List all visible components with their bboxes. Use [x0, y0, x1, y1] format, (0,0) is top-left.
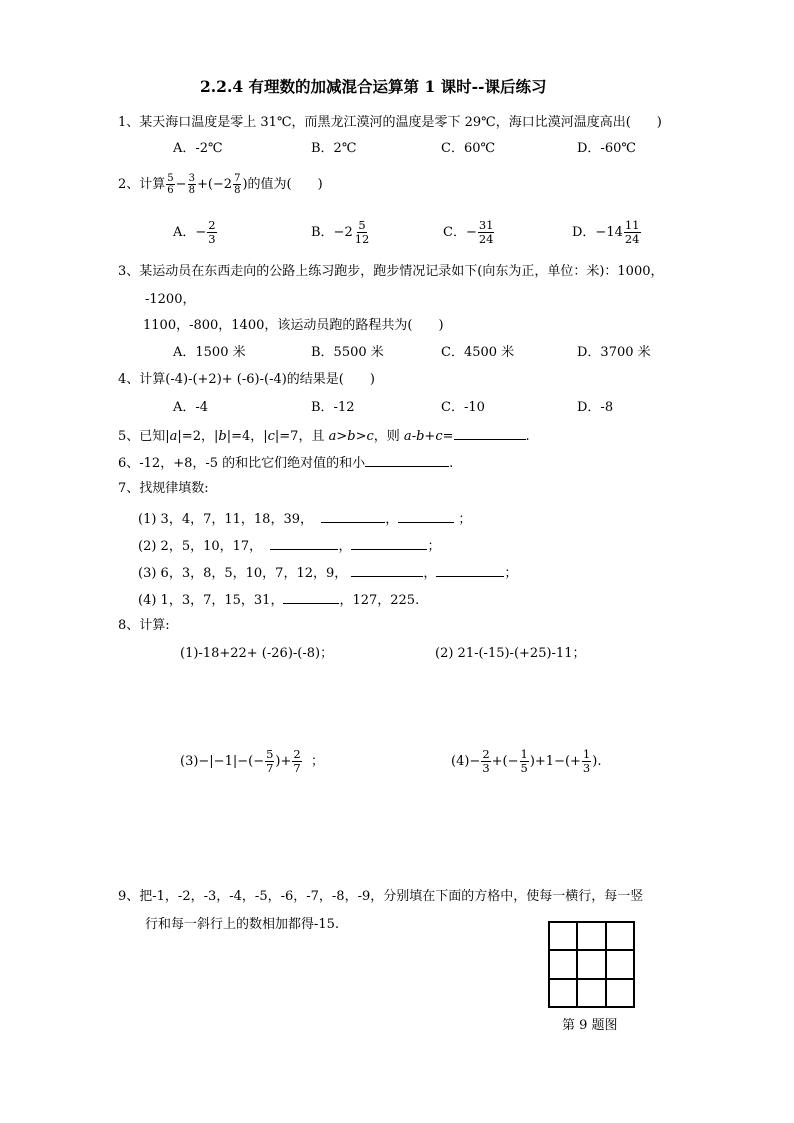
- q7-row-1: (1) 3，4，7，11，18，39， ， ；: [138, 512, 472, 527]
- q3-option-d: D．3700 米: [577, 345, 651, 360]
- grid-cell[interactable]: [549, 950, 577, 978]
- q2-mid: +(−2: [196, 177, 233, 192]
- q7-row-2: (2) 2，5，10，17， ， ；: [138, 539, 441, 554]
- grid-cell[interactable]: [549, 979, 577, 1007]
- grid-cell[interactable]: [606, 979, 634, 1007]
- grid-cell[interactable]: [577, 950, 605, 978]
- question-9-line-1: 9、把-1，-2，-3，-4，-5，-6，-7，-8，-9，分别填在下面的方格中，使每一横行，每一竖: [118, 889, 644, 904]
- q8-part-1: (1)-18+22+ (-26)-(-8)；: [180, 646, 334, 661]
- q3-option-a: A．1500 米: [173, 345, 246, 360]
- q8-part-4: (4)− $\frac{2}{3}$ +(− $\frac{1}{5}$ )+1−(+ $\frac{1}{3}$ ).: [451, 747, 602, 775]
- q7-row-4: (4) 1，3，7，15，31， ，127，225.: [138, 593, 420, 608]
- question-3-line-2: -1200，: [145, 292, 196, 307]
- q5-answer-blank[interactable]: [454, 427, 526, 440]
- question-3-line-3: 1100，-800，1400，该运动员跑的路程共为( ): [143, 318, 444, 333]
- q7-row-1-blank-1[interactable]: [321, 510, 385, 523]
- page-title: 2.2.4 有理数的加减混合运算第 1 课时--课后练习: [200, 77, 547, 96]
- question-7-stem: 7、找规律填数:: [118, 481, 209, 496]
- q4-option-d: D．-8: [577, 400, 614, 415]
- q1-option-c: C．60℃: [441, 141, 496, 156]
- question-9-line-2: 行和每一斜行上的数相加都得-15.: [145, 917, 340, 932]
- q2-op1: −: [175, 177, 187, 192]
- grid-cell[interactable]: [606, 922, 634, 950]
- q2-option-c: C．− $\frac{31}{24}$: [443, 218, 494, 246]
- q2-fraction-3: $\frac{7}{8}$: [234, 173, 241, 196]
- figure-caption: 第 9 题图: [562, 1018, 618, 1033]
- q4-option-b: B．-12: [311, 400, 355, 415]
- q6-answer-blank[interactable]: [365, 454, 449, 467]
- q7-row-4-blank[interactable]: [283, 591, 339, 604]
- q7-row-3-blank-2[interactable]: [436, 564, 504, 577]
- magic-square-grid: [548, 921, 635, 1008]
- q7-row-3-blank-1[interactable]: [351, 564, 423, 577]
- grid-cell[interactable]: [577, 979, 605, 1007]
- q7-row-3: (3) 6，3，8，5，10，7，12，9， ， ；: [138, 566, 518, 581]
- question-4-stem: 4、计算(-4)-(+2)+ (-6)-(-4)的结果是( ): [118, 372, 375, 387]
- grid-cell[interactable]: [577, 922, 605, 950]
- q8-part-3: (3)−|−1|−(− $\frac{5}{7}$ )+ $\frac{2}{7}$ ；: [180, 747, 324, 775]
- q7-row-2-blank-2[interactable]: [351, 537, 427, 550]
- question-1-stem: 1、某天海口温度是零上 31℃，而黑龙江漠河的温度是零下 29℃，海口比漠河温度高出( ): [118, 115, 662, 130]
- question-6-stem: 6、-12，+8，-5 的和比它们绝对值的和小 .: [118, 456, 454, 471]
- grid-cell[interactable]: [606, 950, 634, 978]
- q2-option-a: A．− $\frac{2}{3}$: [173, 218, 216, 246]
- grid-cell[interactable]: [549, 922, 577, 950]
- question-8-stem: 8、计算:: [118, 618, 170, 633]
- q1-option-d: D．-60℃: [577, 141, 636, 156]
- q2-prefix: 2、计算: [118, 177, 166, 192]
- q7-row-1-blank-2[interactable]: [398, 510, 454, 523]
- q3-option-c: C．4500 米: [441, 345, 515, 360]
- q1-option-a: A．-2℃: [173, 141, 223, 156]
- q4-option-a: A．-4: [173, 400, 209, 415]
- q2-fraction-2: $\frac{3}{8}$: [188, 173, 195, 196]
- q2-option-b: B．−2 $\frac{5}{12}$: [311, 218, 370, 246]
- q2-option-d: D．−14 $\frac{11}{24}$: [572, 218, 640, 246]
- question-3-line-1: 3、某运动员在东西走向的公路上练习跑步，跑步情况记录如下(向东为正，单位：米)：1000，: [118, 264, 664, 279]
- q1-option-b: B．2℃: [311, 141, 357, 156]
- q8-part-2: (2) 21-(-15)-(+25)-11；: [435, 646, 586, 661]
- question-5-stem: 5、已知|a|=2，|b|=4，|c|=7，且 a>b>c，则 a-b+c= .: [118, 429, 530, 444]
- q2-suffix: )的值为( ): [242, 177, 323, 192]
- question-2-stem: [118, 170, 323, 200]
- q2-fraction-1: $\frac{5}{6}$: [167, 173, 174, 196]
- q4-option-c: C．-10: [441, 400, 485, 415]
- q7-row-2-blank-1[interactable]: [270, 537, 338, 550]
- q3-option-b: B．5500 米: [311, 345, 384, 360]
